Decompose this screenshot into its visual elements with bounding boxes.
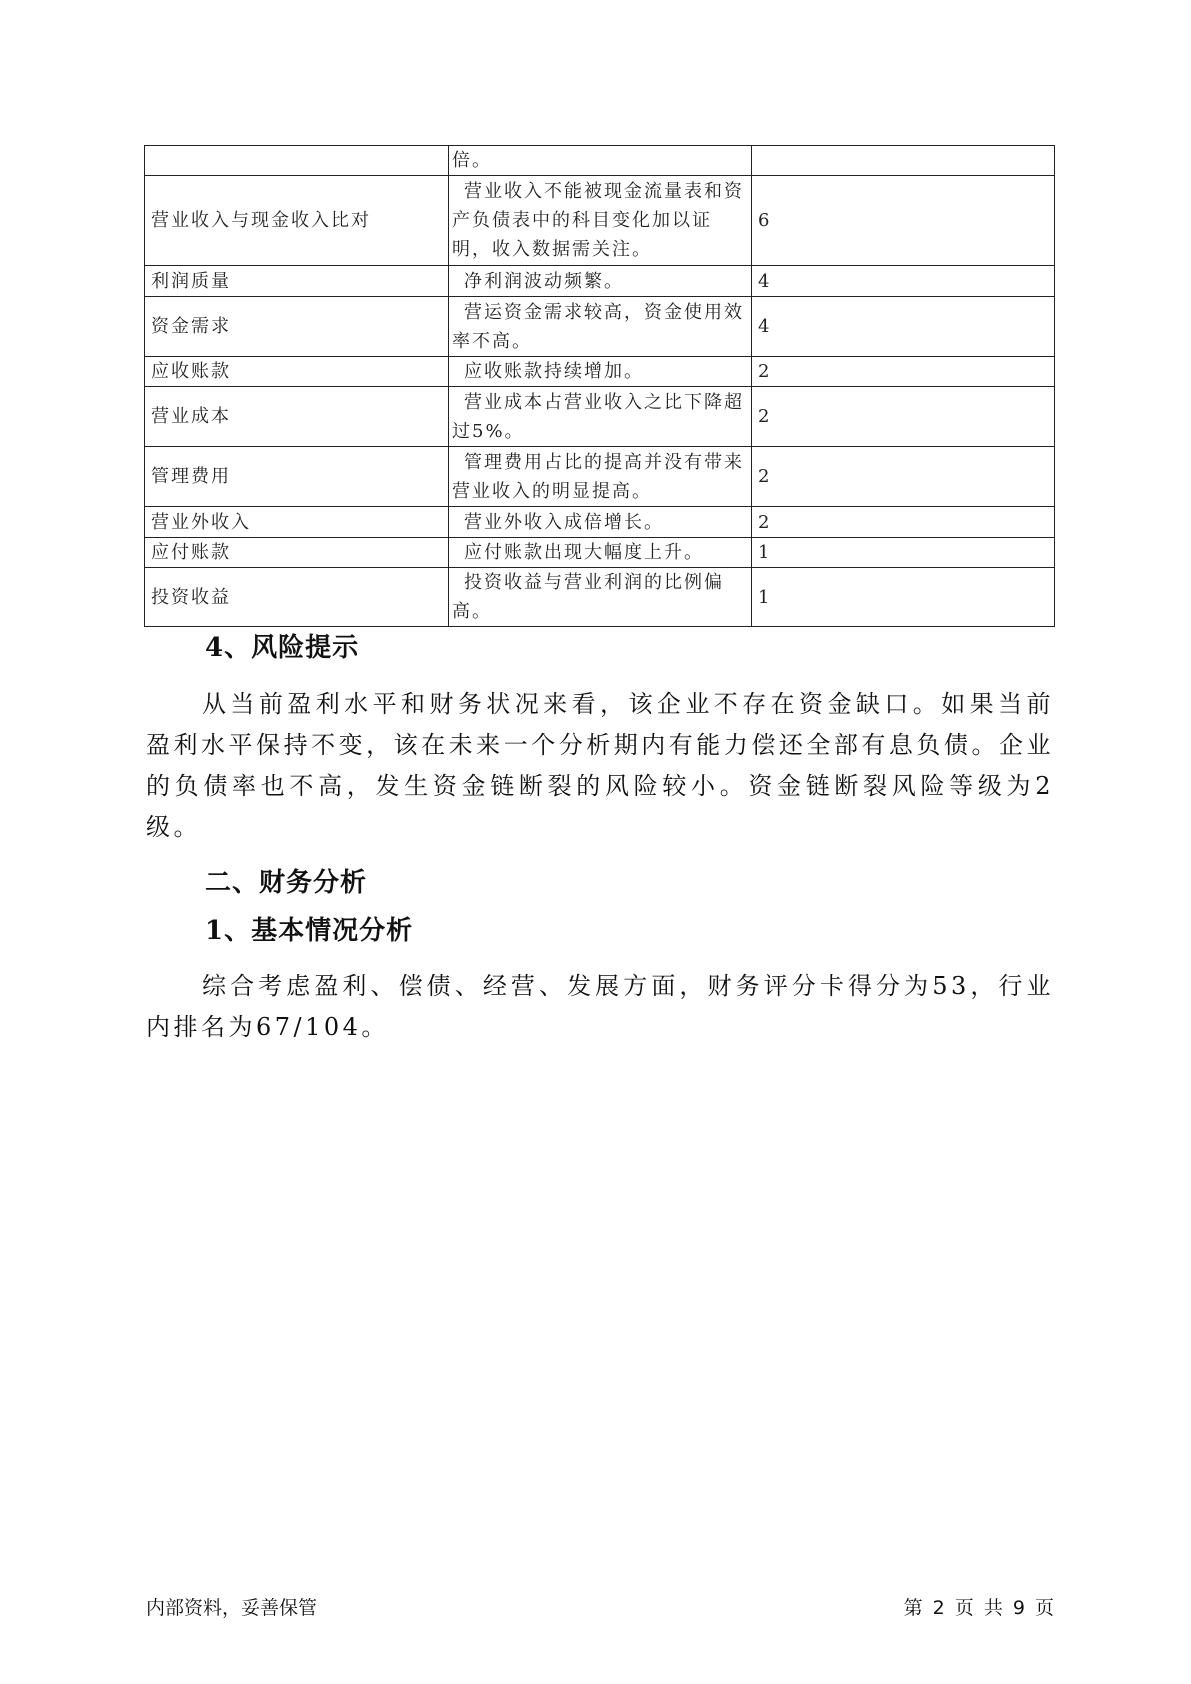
risk-item-cell: 应收账款 (145, 357, 449, 387)
risk-description-cell (449, 507, 752, 538)
table-row (145, 357, 1055, 387)
risk-score-cell: 2 (752, 387, 1055, 447)
table-row (145, 387, 1055, 447)
risk-item-cell (145, 146, 449, 176)
risk-description-text: 营业外收入成倍增长。 (464, 511, 664, 533)
risk-score-cell (752, 146, 1055, 176)
risk-description-cell (449, 297, 752, 357)
risk-description-text: 管理费用占比的提高并没有带来营业收入的明显提高。 (452, 451, 744, 502)
risk-description-text: 净利润波动频繁。 (464, 270, 624, 292)
risk-item-cell: 应付账款 (145, 538, 449, 568)
table-row (145, 266, 1055, 297)
footer-page-number: 第 2 页 共 9 页 (903, 1597, 1054, 1619)
table-row (145, 297, 1055, 357)
risk-description-cell (449, 568, 752, 627)
risk-score-cell: 2 (752, 507, 1055, 538)
finance-heading: 二、财务分析 (205, 868, 368, 898)
risk-score-cell: 2 (752, 357, 1055, 387)
risk-description-text: 营运资金需求较高，资金使用效率不高。 (452, 301, 744, 352)
risk-description-text: 倍。 (452, 150, 492, 171)
risk-description-cell (449, 357, 752, 387)
risk-description-cell (449, 387, 752, 447)
risk-description-text: 营业成本占营业收入之比下降超过5%。 (452, 391, 744, 442)
table-row (145, 146, 1055, 176)
risk-description-text: 投资收益与营业利润的比例偏高。 (452, 572, 724, 622)
risk-item-cell: 资金需求 (145, 297, 449, 357)
risk-item-cell: 管理费用 (145, 447, 449, 507)
risk-item-cell: 营业外收入 (145, 507, 449, 538)
risk-paragraph: 从当前盈利水平和财务状况来看，该企业不存在资金缺口。如果当前盈利水平保持不变，该在未来一个分析期内有能力偿还全部有息负债。企业的负债率也不高，发生资金链断裂的风险较小。资金链断裂风险等级为2级。 (146, 690, 1054, 841)
basic-analysis-paragraph: 综合考虑盈利、偿债、经营、发展方面，财务评分卡得分为53，行业内排名为67/104。 (146, 972, 1054, 1041)
risk-description-cell (449, 266, 752, 297)
risk-description-cell (449, 538, 752, 568)
table-row (145, 447, 1055, 507)
risk-description-cell (449, 176, 752, 266)
basic-analysis-heading: 1、基本情况分析 (205, 916, 414, 946)
risk-score-cell: 6 (752, 176, 1055, 266)
table-row (145, 538, 1055, 568)
risk-score-cell: 1 (752, 538, 1055, 568)
risk-score-cell: 4 (752, 266, 1055, 297)
risk-description-cell (449, 447, 752, 507)
risk-item-cell: 营业收入与现金收入比对 (145, 176, 449, 266)
risk-item-cell: 营业成本 (145, 387, 449, 447)
footer-confidential-note: 内部资料，妥善保管 (146, 1597, 318, 1619)
risk-table-body (145, 146, 1055, 627)
risk-indicator-table (144, 145, 1055, 627)
risk-item-cell: 利润质量 (145, 266, 449, 297)
risk-description-text: 营业收入不能被现金流量表和资产负债表中的科目变化加以证明，收入数据需关注。 (452, 181, 744, 260)
risk-score-cell: 1 (752, 568, 1055, 627)
risk-heading: 4、风险提示 (205, 633, 360, 663)
table-row (145, 176, 1055, 266)
table-row (145, 507, 1055, 538)
risk-description-cell (449, 146, 752, 176)
risk-description-text: 应付账款出现大幅度上升。 (464, 542, 704, 563)
risk-score-cell: 4 (752, 297, 1055, 357)
risk-item-cell: 投资收益 (145, 568, 449, 627)
table-row (145, 568, 1055, 627)
risk-description-text: 应收账款持续增加。 (464, 361, 644, 382)
risk-score-cell: 2 (752, 447, 1055, 507)
